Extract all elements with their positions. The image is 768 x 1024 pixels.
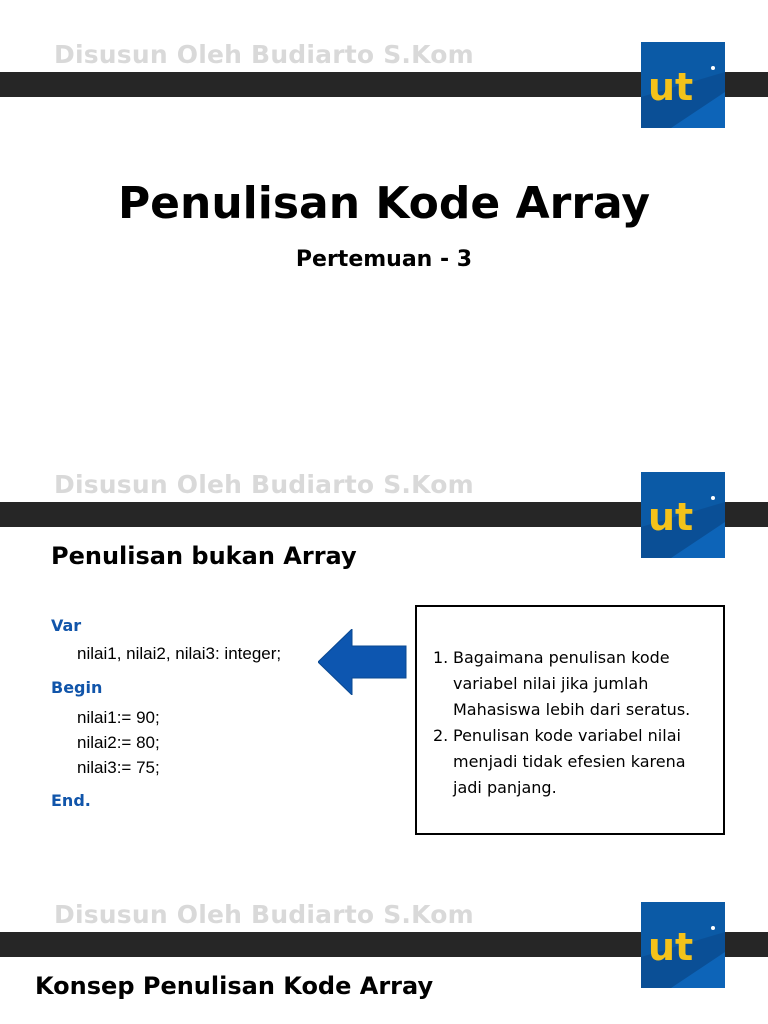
logo-text: ut: [648, 495, 694, 539]
arrow-left-icon: [318, 629, 408, 699]
author-watermark: Disusun Oleh Budiarto S.Kom: [54, 470, 474, 499]
ut-logo-icon: [641, 42, 725, 128]
section-title: Penulisan bukan Array: [51, 542, 357, 570]
list-text: Penulisan kode variabel nilai menjadi tidak efesien karena jadi panjang.: [453, 726, 686, 797]
code-declaration: nilai1, nilai2, nilai3: integer;: [77, 644, 282, 663]
author-watermark: Disusun Oleh Budiarto S.Kom: [54, 900, 474, 929]
section-title: Konsep Penulisan Kode Array: [35, 972, 434, 1000]
list-text: Bagaimana penulisan kode variabel nilai jika jumlah Mahasiswa lebih dari seratus.: [453, 648, 691, 719]
list-number: 1.: [433, 648, 449, 667]
list-number: 2.: [433, 726, 449, 745]
list-item: [433, 645, 718, 723]
code-statement: nilai1:= 90;: [77, 708, 160, 727]
ut-logo-icon: [641, 472, 725, 558]
logo-text: ut: [648, 65, 694, 109]
logo-text: ut: [648, 925, 694, 969]
notes-list: [433, 645, 718, 801]
slide-title: [0, 0, 768, 430]
ut-logo-icon: [641, 902, 725, 988]
list-item: [433, 723, 718, 801]
code-keyword-var: Var: [51, 616, 82, 635]
code-keyword-begin: Begin: [51, 678, 103, 697]
code-statement: nilai2:= 80;: [77, 733, 160, 752]
slide-non-array: [0, 430, 768, 860]
code-keyword-end: End.: [51, 791, 91, 810]
author-watermark: Disusun Oleh Budiarto S.Kom: [54, 40, 474, 69]
page-subtitle: Pertemuan - 3: [295, 247, 473, 272]
notes-box: [415, 605, 725, 835]
page-title: Penulisan Kode Array: [117, 178, 651, 229]
slide-array-concept: [0, 860, 768, 1024]
code-statement: nilai3:= 75;: [77, 758, 160, 777]
